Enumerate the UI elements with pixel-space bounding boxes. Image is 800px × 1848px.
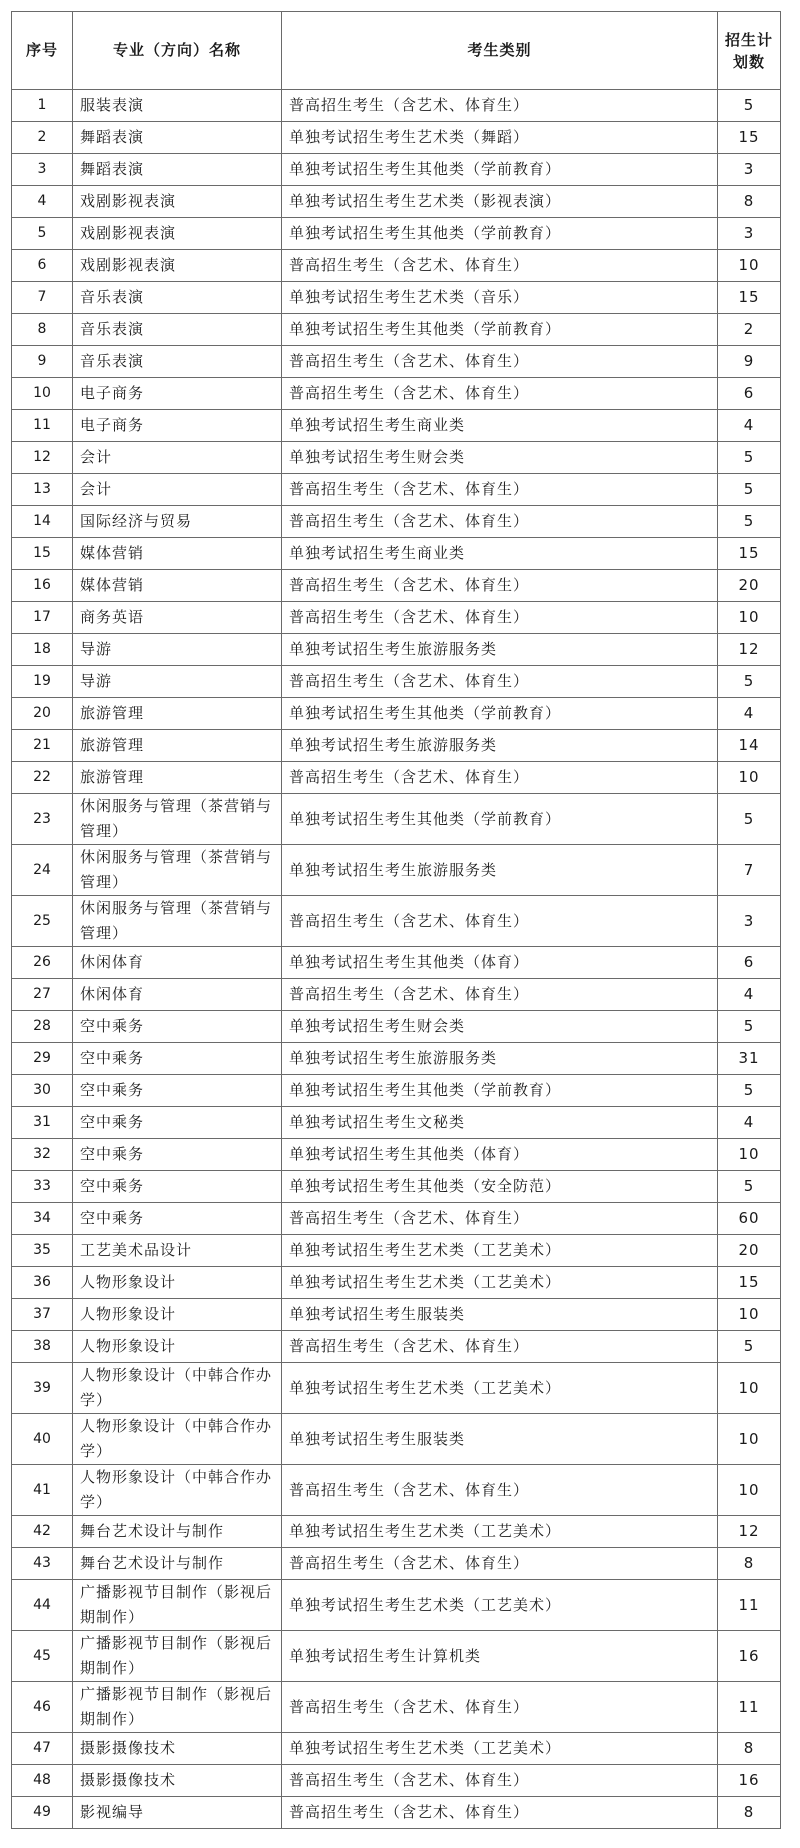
cell-plan: 15 [718,282,781,314]
cell-index: 3 [12,154,73,186]
cell-index: 33 [12,1171,73,1203]
cell-major: 摄影摄像技术 [73,1765,282,1797]
cell-category: 普高招生考生（含艺术、体育生） [282,90,718,122]
cell-category: 单独考试招生考生艺术类（工艺美术） [282,1580,718,1631]
cell-plan: 10 [718,1139,781,1171]
cell-plan: 12 [718,1516,781,1548]
cell-plan: 8 [718,1797,781,1829]
cell-index: 42 [12,1516,73,1548]
cell-category: 普高招生考生（含艺术、体育生） [282,346,718,378]
table-row [12,1299,781,1331]
cell-category: 普高招生考生（含艺术、体育生） [282,666,718,698]
cell-category: 单独考试招生考生艺术类（工艺美术） [282,1363,718,1414]
table-body [12,90,781,1829]
cell-plan: 2 [718,314,781,346]
cell-index: 29 [12,1043,73,1075]
table-row [12,1043,781,1075]
cell-index: 11 [12,410,73,442]
cell-major: 广播影视节目制作（影视后期制作） [73,1580,282,1631]
table-row [12,1139,781,1171]
cell-major: 旅游管理 [73,730,282,762]
cell-major: 媒体营销 [73,538,282,570]
header-plan: 招生计划数 [718,12,781,90]
cell-category: 单独考试招生考生其他类（体育） [282,1139,718,1171]
cell-major: 导游 [73,634,282,666]
cell-major: 休闲服务与管理（茶营销与管理） [73,896,282,947]
cell-category: 单独考试招生考生旅游服务类 [282,845,718,896]
table-row [12,947,781,979]
cell-major: 商务英语 [73,602,282,634]
cell-major: 电子商务 [73,410,282,442]
cell-major: 人物形象设计 [73,1331,282,1363]
cell-category: 单独考试招生考生艺术类（影视表演） [282,186,718,218]
cell-index: 2 [12,122,73,154]
cell-major: 休闲体育 [73,947,282,979]
cell-plan: 16 [718,1631,781,1682]
cell-plan: 9 [718,346,781,378]
table-row [12,666,781,698]
cell-category: 单独考试招生考生其他类（学前教育） [282,314,718,346]
cell-plan: 5 [718,1331,781,1363]
cell-plan: 3 [718,896,781,947]
cell-category: 单独考试招生考生艺术类（工艺美术） [282,1733,718,1765]
cell-plan: 10 [718,1414,781,1465]
table-row [12,1548,781,1580]
cell-major: 影视编导 [73,1797,282,1829]
cell-index: 32 [12,1139,73,1171]
cell-major: 空中乘务 [73,1107,282,1139]
cell-index: 23 [12,794,73,845]
cell-plan: 3 [718,218,781,250]
cell-plan: 11 [718,1682,781,1733]
cell-index: 31 [12,1107,73,1139]
cell-category: 单独考试招生考生旅游服务类 [282,730,718,762]
cell-category: 单独考试招生考生财会类 [282,442,718,474]
cell-index: 30 [12,1075,73,1107]
cell-plan: 5 [718,474,781,506]
table-row [12,538,781,570]
cell-category: 单独考试招生考生其他类（学前教育） [282,794,718,845]
table-row [12,1765,781,1797]
cell-major: 服装表演 [73,90,282,122]
table-row [12,698,781,730]
table-row [12,1516,781,1548]
cell-major: 休闲服务与管理（茶营销与管理） [73,845,282,896]
table-row [12,506,781,538]
cell-plan: 10 [718,762,781,794]
table-row [12,90,781,122]
cell-major: 休闲体育 [73,979,282,1011]
cell-major: 音乐表演 [73,282,282,314]
table-row [12,410,781,442]
table-row [12,122,781,154]
cell-plan: 15 [718,538,781,570]
cell-index: 49 [12,1797,73,1829]
cell-category: 普高招生考生（含艺术、体育生） [282,896,718,947]
cell-index: 7 [12,282,73,314]
cell-index: 41 [12,1465,73,1516]
table-row [12,634,781,666]
cell-category: 单独考试招生考生其他类（学前教育） [282,154,718,186]
cell-major: 舞台艺术设计与制作 [73,1516,282,1548]
cell-plan: 10 [718,1299,781,1331]
cell-category: 普高招生考生（含艺术、体育生） [282,378,718,410]
cell-plan: 11 [718,1580,781,1631]
table-row [12,570,781,602]
cell-category: 单独考试招生考生旅游服务类 [282,1043,718,1075]
cell-index: 45 [12,1631,73,1682]
cell-major: 人物形象设计 [73,1299,282,1331]
cell-plan: 4 [718,1107,781,1139]
cell-plan: 60 [718,1203,781,1235]
cell-plan: 5 [718,1075,781,1107]
cell-major: 戏剧影视表演 [73,186,282,218]
cell-category: 单独考试招生考生商业类 [282,538,718,570]
cell-plan: 7 [718,845,781,896]
cell-category: 普高招生考生（含艺术、体育生） [282,1331,718,1363]
table-row [12,602,781,634]
cell-plan: 15 [718,122,781,154]
header-index: 序号 [12,12,73,90]
cell-major: 人物形象设计（中韩合作办学） [73,1363,282,1414]
cell-major: 人物形象设计（中韩合作办学） [73,1414,282,1465]
cell-category: 单独考试招生考生其他类（体育） [282,947,718,979]
table-row [12,218,781,250]
cell-major: 戏剧影视表演 [73,218,282,250]
cell-plan: 5 [718,1011,781,1043]
cell-plan: 15 [718,1267,781,1299]
cell-plan: 31 [718,1043,781,1075]
cell-index: 13 [12,474,73,506]
cell-plan: 8 [718,186,781,218]
cell-major: 旅游管理 [73,762,282,794]
cell-major: 音乐表演 [73,314,282,346]
cell-index: 10 [12,378,73,410]
cell-major: 舞蹈表演 [73,122,282,154]
cell-plan: 5 [718,1171,781,1203]
cell-major: 导游 [73,666,282,698]
cell-index: 9 [12,346,73,378]
table-row [12,1331,781,1363]
table-row [12,346,781,378]
cell-category: 单独考试招生考生艺术类（工艺美术） [282,1235,718,1267]
cell-index: 16 [12,570,73,602]
table-row [12,1075,781,1107]
cell-category: 单独考试招生考生艺术类（工艺美术） [282,1267,718,1299]
table-row [12,730,781,762]
cell-category: 普高招生考生（含艺术、体育生） [282,1797,718,1829]
table-row [12,1267,781,1299]
cell-index: 8 [12,314,73,346]
cell-plan: 10 [718,1363,781,1414]
header-category: 考生类别 [282,12,718,90]
cell-index: 26 [12,947,73,979]
cell-plan: 5 [718,506,781,538]
header-major: 专业（方向）名称 [73,12,282,90]
cell-major: 工艺美术品设计 [73,1235,282,1267]
enrollment-plan-table-container [11,11,781,1829]
cell-plan: 4 [718,979,781,1011]
cell-major: 广播影视节目制作（影视后期制作） [73,1682,282,1733]
cell-index: 1 [12,90,73,122]
cell-category: 单独考试招生考生商业类 [282,410,718,442]
cell-category: 单独考试招生考生旅游服务类 [282,634,718,666]
cell-category: 单独考试招生考生计算机类 [282,1631,718,1682]
cell-plan: 5 [718,442,781,474]
cell-major: 空中乘务 [73,1139,282,1171]
cell-plan: 5 [718,794,781,845]
table-row [12,314,781,346]
table-row [12,282,781,314]
cell-index: 40 [12,1414,73,1465]
cell-major: 舞台艺术设计与制作 [73,1548,282,1580]
cell-category: 普高招生考生（含艺术、体育生） [282,762,718,794]
cell-plan: 8 [718,1548,781,1580]
cell-index: 48 [12,1765,73,1797]
cell-index: 21 [12,730,73,762]
table-row [12,1107,781,1139]
table-row [12,762,781,794]
table-row [12,979,781,1011]
cell-category: 单独考试招生考生服装类 [282,1299,718,1331]
cell-plan: 12 [718,634,781,666]
cell-category: 普高招生考生（含艺术、体育生） [282,1765,718,1797]
cell-major: 空中乘务 [73,1011,282,1043]
cell-category: 单独考试招生考生艺术类（工艺美术） [282,1516,718,1548]
cell-major: 戏剧影视表演 [73,250,282,282]
cell-index: 34 [12,1203,73,1235]
cell-plan: 14 [718,730,781,762]
table-row [12,1011,781,1043]
cell-category: 普高招生考生（含艺术、体育生） [282,474,718,506]
cell-major: 音乐表演 [73,346,282,378]
table-row [12,1363,781,1414]
cell-plan: 5 [718,666,781,698]
cell-index: 14 [12,506,73,538]
cell-category: 单独考试招生考生艺术类（舞蹈） [282,122,718,154]
cell-category: 普高招生考生（含艺术、体育生） [282,506,718,538]
cell-category: 普高招生考生（含艺术、体育生） [282,1682,718,1733]
table-row [12,250,781,282]
cell-plan: 10 [718,250,781,282]
cell-index: 47 [12,1733,73,1765]
cell-plan: 20 [718,570,781,602]
cell-category: 单独考试招生考生其他类（学前教育） [282,1075,718,1107]
table-row [12,1414,781,1465]
cell-major: 人物形象设计 [73,1267,282,1299]
cell-index: 46 [12,1682,73,1733]
cell-major: 电子商务 [73,378,282,410]
cell-major: 舞蹈表演 [73,154,282,186]
table-row [12,896,781,947]
cell-major: 会计 [73,442,282,474]
table-row [12,1733,781,1765]
cell-plan: 4 [718,410,781,442]
cell-plan: 5 [718,90,781,122]
cell-index: 25 [12,896,73,947]
table-header-row [12,12,781,90]
cell-category: 普高招生考生（含艺术、体育生） [282,570,718,602]
cell-major: 国际经济与贸易 [73,506,282,538]
table-row [12,474,781,506]
cell-major: 空中乘务 [73,1043,282,1075]
cell-plan: 20 [718,1235,781,1267]
table-row [12,1235,781,1267]
cell-category: 普高招生考生（含艺术、体育生） [282,1203,718,1235]
cell-major: 广播影视节目制作（影视后期制作） [73,1631,282,1682]
cell-category: 单独考试招生考生其他类（学前教育） [282,698,718,730]
cell-major: 旅游管理 [73,698,282,730]
cell-plan: 10 [718,602,781,634]
cell-plan: 10 [718,1465,781,1516]
cell-category: 单独考试招生考生财会类 [282,1011,718,1043]
cell-index: 27 [12,979,73,1011]
table-row [12,1631,781,1682]
table-row [12,845,781,896]
cell-index: 43 [12,1548,73,1580]
cell-plan: 3 [718,154,781,186]
cell-major: 空中乘务 [73,1171,282,1203]
cell-index: 38 [12,1331,73,1363]
cell-category: 单独考试招生考生服装类 [282,1414,718,1465]
table-row [12,1682,781,1733]
cell-major: 人物形象设计（中韩合作办学） [73,1465,282,1516]
table-row [12,1797,781,1829]
cell-major: 摄影摄像技术 [73,1733,282,1765]
table-row [12,1171,781,1203]
cell-plan: 4 [718,698,781,730]
cell-plan: 16 [718,1765,781,1797]
table-row [12,154,781,186]
cell-index: 22 [12,762,73,794]
table-row [12,378,781,410]
cell-index: 28 [12,1011,73,1043]
cell-major: 会计 [73,474,282,506]
cell-index: 12 [12,442,73,474]
cell-index: 4 [12,186,73,218]
cell-index: 37 [12,1299,73,1331]
cell-category: 单独考试招生考生其他类（安全防范） [282,1171,718,1203]
cell-major: 空中乘务 [73,1075,282,1107]
cell-plan: 6 [718,378,781,410]
cell-index: 39 [12,1363,73,1414]
cell-category: 单独考试招生考生文秘类 [282,1107,718,1139]
cell-category: 普高招生考生（含艺术、体育生） [282,979,718,1011]
cell-category: 单独考试招生考生其他类（学前教育） [282,218,718,250]
cell-plan: 6 [718,947,781,979]
cell-category: 普高招生考生（含艺术、体育生） [282,1465,718,1516]
cell-index: 35 [12,1235,73,1267]
cell-index: 18 [12,634,73,666]
enrollment-plan-table [11,11,781,1829]
cell-index: 19 [12,666,73,698]
cell-plan: 8 [718,1733,781,1765]
cell-category: 普高招生考生（含艺术、体育生） [282,602,718,634]
cell-index: 6 [12,250,73,282]
cell-index: 5 [12,218,73,250]
cell-category: 单独考试招生考生艺术类（音乐） [282,282,718,314]
cell-index: 24 [12,845,73,896]
cell-category: 普高招生考生（含艺术、体育生） [282,1548,718,1580]
cell-major: 媒体营销 [73,570,282,602]
table-row [12,1203,781,1235]
table-row [12,1465,781,1516]
cell-major: 空中乘务 [73,1203,282,1235]
table-row [12,794,781,845]
cell-index: 17 [12,602,73,634]
table-row [12,1580,781,1631]
table-row [12,186,781,218]
cell-index: 36 [12,1267,73,1299]
cell-index: 20 [12,698,73,730]
cell-category: 普高招生考生（含艺术、体育生） [282,250,718,282]
table-row [12,442,781,474]
cell-index: 15 [12,538,73,570]
cell-index: 44 [12,1580,73,1631]
cell-major: 休闲服务与管理（茶营销与管理） [73,794,282,845]
